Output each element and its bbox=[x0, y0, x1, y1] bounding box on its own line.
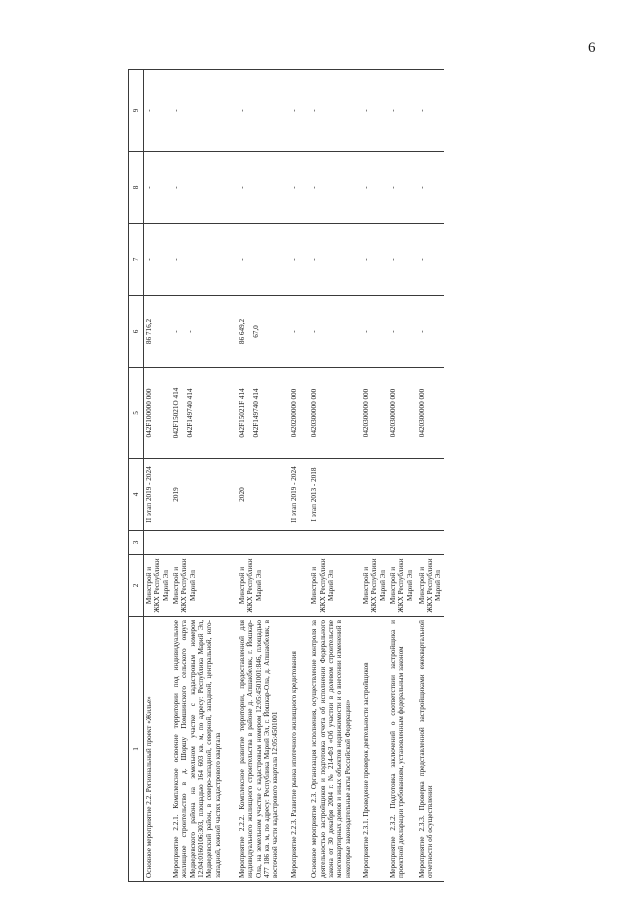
header-cell: 6 bbox=[129, 296, 144, 368]
header-row bbox=[129, 70, 144, 882]
header-cell: 7 bbox=[129, 224, 144, 296]
row-col8-value: - bbox=[388, 186, 397, 189]
row-col9-cell bbox=[171, 70, 237, 152]
row-name: Мероприятие 2.3.3. Проверка представленной застройщиками ежеквартальной отчетности об осуществлении bbox=[417, 620, 434, 878]
row-col6-cell bbox=[309, 296, 361, 368]
row-col7-cell bbox=[417, 224, 444, 296]
row-executor: Минстрой и ЖКХ Республики Марий Эл bbox=[145, 558, 170, 613]
row-code-cell bbox=[361, 368, 388, 459]
row-executor-cell bbox=[417, 555, 444, 617]
row-col9-value: - bbox=[289, 109, 298, 112]
row-col3-cell bbox=[309, 531, 361, 555]
row-budget-code: 042F149740 414 bbox=[252, 388, 261, 438]
row-name: Основное мероприятие 2.2. Региональный проект «Жилье» bbox=[145, 696, 153, 878]
row-col6-cell bbox=[388, 296, 417, 368]
row-col6-value: - bbox=[361, 330, 370, 333]
row-stage-cell bbox=[417, 459, 444, 531]
row-col7-value: - bbox=[289, 258, 298, 261]
row-code-cell bbox=[417, 368, 444, 459]
row-col9-value: - bbox=[361, 109, 370, 112]
row-stage-cell bbox=[289, 459, 309, 531]
row-col8-cell bbox=[388, 152, 417, 224]
row-col9-cell bbox=[361, 70, 388, 152]
row-stage-cell bbox=[309, 459, 361, 531]
row-stage-cell bbox=[171, 459, 237, 531]
row-budget-code: 0420300000 000 bbox=[361, 388, 370, 438]
table-row bbox=[417, 70, 444, 882]
row-name-cell bbox=[417, 617, 444, 882]
row-name-cell bbox=[171, 617, 237, 882]
header-cell: 5 bbox=[129, 368, 144, 459]
table-row bbox=[309, 70, 361, 882]
table-row bbox=[237, 70, 289, 882]
row-col3-cell bbox=[417, 531, 444, 555]
row-col6-value: - bbox=[289, 330, 298, 333]
rotated-page-content bbox=[10, 62, 610, 892]
row-col7-value: - bbox=[172, 258, 181, 261]
row-col8-value: - bbox=[238, 186, 247, 189]
row-col8-cell bbox=[171, 152, 237, 224]
header-cell: 8 bbox=[129, 152, 144, 224]
row-name-cell bbox=[289, 617, 309, 882]
row-stage-cell bbox=[388, 459, 417, 531]
row-executor: Минстрой и ЖКХ Республики Марий Эл bbox=[361, 558, 387, 613]
row-col9-value: - bbox=[172, 109, 181, 112]
row-col6-value: - bbox=[417, 330, 426, 333]
row-col6-cell bbox=[144, 296, 172, 368]
row-code-cell bbox=[171, 368, 237, 459]
row-col9-value: - bbox=[388, 109, 397, 112]
row-col7-value: - bbox=[361, 258, 370, 261]
table-row bbox=[144, 70, 172, 882]
row-col6-value: 67,0 bbox=[252, 325, 261, 338]
row-executor: Минстрой и ЖКХ Республики Марий Эл bbox=[238, 558, 263, 613]
row-col8-value: - bbox=[145, 186, 153, 189]
row-col3-cell bbox=[388, 531, 417, 555]
row-executor-cell bbox=[361, 555, 388, 617]
row-col9-value: - bbox=[310, 109, 319, 112]
row-executor: Минстрой и ЖКХ Республики Марий Эл bbox=[310, 558, 335, 613]
row-name: Мероприятие 2.2.1. Комплексное освоение территории под индивидуальное жилищное строительство в д. Шоршу Помшинского сельского округа Медведевского района на земельном участке с кадастровым номером 12:04:0160106:303, площадью 164 603 кв. м, по адресу: Республика Марий Эл, Медведевский район, в северо-западной, северной, западной, центральной, юго-западной, южной частях кадастрового квартала bbox=[172, 620, 222, 878]
row-col6-value: - bbox=[310, 330, 319, 333]
row-col9-cell bbox=[417, 70, 444, 152]
header-cell: 2 bbox=[129, 555, 144, 617]
row-col9-value: - bbox=[145, 109, 153, 112]
table-row bbox=[388, 70, 417, 882]
row-col3-cell bbox=[289, 531, 309, 555]
page-number: 6 bbox=[588, 40, 596, 56]
row-col6-value: 86 716,2 bbox=[145, 318, 153, 345]
row-col8-value: - bbox=[361, 186, 370, 189]
row-col6-value: - bbox=[186, 330, 195, 333]
header-cell: 3 bbox=[129, 531, 144, 555]
header-cell: 4 bbox=[129, 459, 144, 531]
row-col7-cell bbox=[361, 224, 388, 296]
row-col6-value: - bbox=[388, 330, 397, 333]
row-col7-cell bbox=[388, 224, 417, 296]
row-name: Мероприятие 2.2.3. Развитие рынка ипотечного жилищного кредитования bbox=[289, 651, 298, 878]
row-executor: Минстрой и ЖКХ Республики Марий Эл bbox=[388, 558, 414, 613]
table-body bbox=[144, 70, 444, 882]
program-table bbox=[128, 69, 444, 882]
row-col7-cell bbox=[237, 224, 289, 296]
row-code-cell bbox=[144, 368, 172, 459]
row-stage-cell bbox=[237, 459, 289, 531]
table-row bbox=[289, 70, 309, 882]
row-col9-cell bbox=[289, 70, 309, 152]
row-col9-cell bbox=[237, 70, 289, 152]
row-col7-cell bbox=[144, 224, 172, 296]
row-executor-cell bbox=[171, 555, 237, 617]
row-budget-code: 0420300000 000 bbox=[417, 388, 426, 438]
table-row bbox=[171, 70, 237, 882]
row-col7-cell bbox=[171, 224, 237, 296]
row-col8-value: - bbox=[172, 186, 181, 189]
row-executor-cell bbox=[289, 555, 309, 617]
row-col8-value: - bbox=[417, 186, 426, 189]
row-stage: II этап 2019 - 2024 bbox=[289, 466, 298, 523]
row-executor-cell bbox=[144, 555, 172, 617]
row-col8-cell bbox=[237, 152, 289, 224]
row-budget-code: 0420200000 000 bbox=[289, 388, 298, 438]
row-col7-value: - bbox=[417, 258, 426, 261]
row-col8-cell bbox=[361, 152, 388, 224]
row-col7-value: - bbox=[238, 258, 247, 261]
row-col8-cell bbox=[309, 152, 361, 224]
row-col8-cell bbox=[289, 152, 309, 224]
row-executor-cell bbox=[388, 555, 417, 617]
row-budget-code: 0420300000 000 bbox=[388, 388, 397, 438]
row-col6-cell bbox=[417, 296, 444, 368]
row-executor: Минстрой и ЖКХ Республики Марий Эл bbox=[172, 558, 197, 613]
row-executor-cell bbox=[237, 555, 289, 617]
row-name: Мероприятие 2.3.1. Проведение проверок деятельности застройщиков bbox=[361, 662, 370, 878]
row-stage: 2019 bbox=[172, 487, 181, 502]
row-stage: II этап 2019 - 2024 bbox=[145, 466, 153, 523]
row-stage: I этап 2013 - 2018 bbox=[310, 467, 319, 522]
row-col9-cell bbox=[388, 70, 417, 152]
row-col7-cell bbox=[309, 224, 361, 296]
row-budget-code: 042F149740 414 bbox=[186, 388, 195, 438]
row-name: Мероприятие 2.2.2. Комплексное развитие территории, предоставленной для индивидуального жилищного строительства в районе д. Апшакбеляк, г. Йошкар-Ола, на земельном участке с кадастровым номером 12:05:4501001:846, площадью 477 186 кв. м, по адресу: Республика Марий Эл, г. Йошкар-Ола, д. Апшакбеляк, в восточной части кадастрового квартала 12:05:4501001 bbox=[238, 620, 280, 878]
row-executor: Минстрой и ЖКХ Республики Марий Эл bbox=[417, 558, 443, 613]
row-code-cell bbox=[388, 368, 417, 459]
row-code-cell bbox=[289, 368, 309, 459]
row-name: Мероприятие 2.3.2. Подготовка заключений о соответствии застройщика и проектной декларации требованиям, установленным федеральным законом bbox=[388, 620, 406, 878]
row-col8-value: - bbox=[289, 186, 298, 189]
row-name: Основное мероприятие 2.3. Организация исполнения, осуществление контроля за деятельностью застройщиков и подготовка отчета об исполнении Федерального закона от 30 декабря 2004 г. № 214-ФЗ «Об участии в долевом строительстве многоквартирных домов и иных объектов недвижимости и о внесении изменений в некоторые законодательные акты Российской Федерации» bbox=[310, 620, 352, 878]
row-name-cell bbox=[388, 617, 417, 882]
row-col7-value: - bbox=[145, 258, 153, 261]
row-col7-value: - bbox=[388, 258, 397, 261]
row-col6-cell bbox=[237, 296, 289, 368]
row-col6-value: 86 649,2 bbox=[238, 318, 247, 345]
row-budget-code: 042F15021O 414 bbox=[172, 387, 181, 439]
row-stage: 2020 bbox=[238, 487, 247, 502]
row-col6-value: - bbox=[172, 330, 181, 333]
row-col9-value: - bbox=[238, 109, 247, 112]
row-col3-cell bbox=[171, 531, 237, 555]
row-name-cell bbox=[144, 617, 172, 882]
table-row bbox=[361, 70, 388, 882]
row-stage-cell bbox=[144, 459, 172, 531]
row-name-cell bbox=[361, 617, 388, 882]
row-stage-cell bbox=[361, 459, 388, 531]
row-code-cell bbox=[237, 368, 289, 459]
row-col3-cell bbox=[361, 531, 388, 555]
row-col7-cell bbox=[289, 224, 309, 296]
row-col9-cell bbox=[309, 70, 361, 152]
row-budget-code: 042F100000 000 bbox=[145, 388, 153, 438]
row-col7-value: - bbox=[310, 258, 319, 261]
row-col3-cell bbox=[237, 531, 289, 555]
row-name-cell bbox=[237, 617, 289, 882]
row-budget-code: 042F15021F 414 bbox=[238, 388, 247, 438]
row-budget-code: 0420300000 000 bbox=[310, 388, 319, 438]
row-col6-cell bbox=[361, 296, 388, 368]
header-cell: 1 bbox=[129, 617, 144, 882]
row-col9-value: - bbox=[417, 109, 426, 112]
row-col8-cell bbox=[144, 152, 172, 224]
row-col6-cell bbox=[289, 296, 309, 368]
row-col8-value: - bbox=[310, 186, 319, 189]
row-col8-cell bbox=[417, 152, 444, 224]
row-executor-cell bbox=[309, 555, 361, 617]
row-col3-cell bbox=[144, 531, 172, 555]
row-code-cell bbox=[309, 368, 361, 459]
row-col6-cell bbox=[171, 296, 237, 368]
row-col9-cell bbox=[144, 70, 172, 152]
header-cell: 9 bbox=[129, 70, 144, 152]
row-name-cell bbox=[309, 617, 361, 882]
